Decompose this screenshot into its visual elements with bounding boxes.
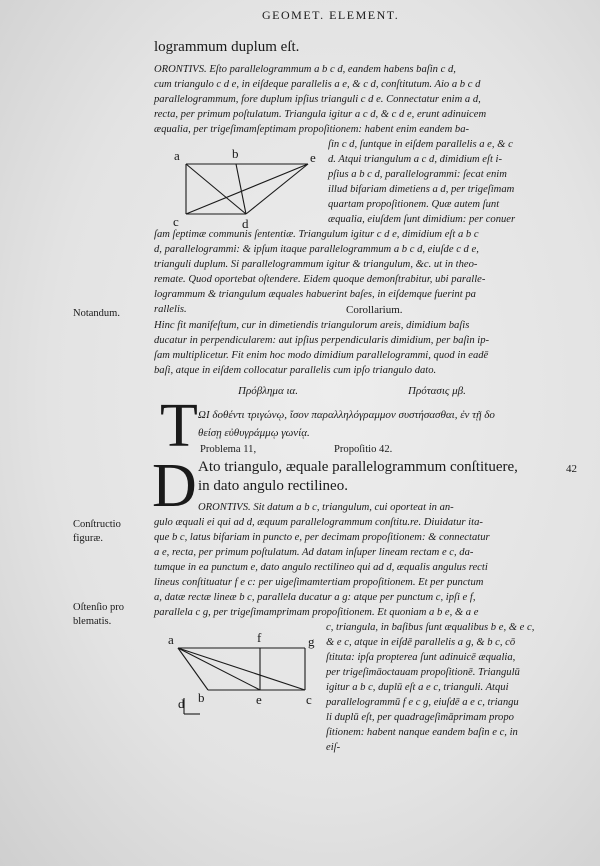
greek-proposition-label: Πρότασις μβ. bbox=[408, 385, 466, 397]
text-line: ducatur in perpendicularem: aut ipſius perpendicularis dimidium, per baſin ip- bbox=[154, 335, 490, 346]
text-line: rallelis. bbox=[154, 304, 187, 315]
text-line: per trigeſimāoctauam propoſitionē. Triangulū bbox=[326, 667, 520, 678]
margin-note: Notandum. bbox=[73, 308, 120, 319]
text-line: que b c, latus bifariam in puncto e, per decimam propoſitionem: & connectatur bbox=[154, 532, 490, 543]
problem-label: Problema 11, bbox=[200, 444, 257, 455]
text-line: c, triangula, in baſibus ſunt æqualibus b e, & e c, bbox=[326, 622, 535, 633]
point-label: d bbox=[178, 696, 185, 711]
page-number: 42 bbox=[566, 463, 577, 475]
line-ce bbox=[186, 164, 308, 214]
text-line: cum triangulo c d e, in eiſdeque parallelis a e, & c d, conſtitutum. Aio a b c d bbox=[154, 79, 481, 90]
text-line: æqualia, eiuſdem ſunt dimidium: per conuer bbox=[328, 214, 516, 225]
point-label: c bbox=[306, 692, 312, 707]
text-line: ORONTIVS. Sit datum a b c, triangulum, cui oporteat in an- bbox=[198, 502, 454, 513]
text-line: illud bifariam dimetiens a d, per trigeſimam bbox=[328, 184, 515, 195]
figure-construction bbox=[160, 628, 330, 738]
point-label: c bbox=[173, 214, 179, 229]
latin-drop-capital: D bbox=[152, 452, 197, 520]
point-label: f bbox=[257, 630, 262, 645]
text-line: gulo æquali ei qui ad d, æquum parallelogrammum conſtitu.re. Diuidatur ita- bbox=[154, 517, 483, 528]
greek-text-line: θείσῃ εὐθυγράμμῳ γωνίᾳ. bbox=[198, 427, 310, 439]
margin-note: blematis. bbox=[73, 616, 112, 627]
text-line: d. Atqui triangulum a c d, dimidium eſt i- bbox=[328, 154, 503, 165]
proposition-label: Propoſitio 42. bbox=[334, 444, 393, 455]
text-line: ſitionem: habent nanque eandem baſin e c, in bbox=[326, 727, 518, 738]
greek-problem-label: Πρόβλημα ια. bbox=[238, 385, 299, 397]
point-label: b bbox=[232, 146, 239, 161]
point-label: d bbox=[242, 216, 249, 231]
text-line: ſam multiplicetur. Fit enim hoc modo dimidium parallelogrammi, quod in eadē bbox=[154, 350, 489, 361]
text-line: parallela c g, per trigeſimamprimam propoſitionem. Et quoniam a b e, & a e bbox=[154, 607, 479, 618]
margin-note: Oſtenſio pro bbox=[73, 602, 125, 613]
text-line: remate. Quod oportebat oſtendere. Eidem quoque demonſtrabitur, ubi paralle- bbox=[154, 274, 486, 285]
line-ac bbox=[178, 648, 305, 690]
text-line: Hinc fit manifeſtum, cur in dimetiendis triangulorum areis, dimidium baſis bbox=[154, 320, 470, 331]
text-line: lineus conſtituatur f e c: per uigeſimamtertiam propoſitionem. Et per punctum bbox=[154, 577, 484, 588]
text-line: logrammum & triangulum æquales habuerint baſes, in eiſdemque fuerint pa bbox=[154, 289, 476, 300]
text-line: tumque in ea punctum e, dato angulo rectilineo qui ad d, æqualis angulus recti bbox=[154, 562, 488, 573]
margin-note: figuræ. bbox=[73, 533, 104, 544]
text-line: pſius a b c d, parallelogrammi: ſecat enim bbox=[328, 169, 507, 180]
text-line: & e c, atque in eiſdē parallelis a g, & b c, cō bbox=[326, 637, 516, 648]
line-ae bbox=[178, 648, 260, 690]
text-line: logrammum duplum eſt. bbox=[154, 39, 300, 55]
point-label: g bbox=[308, 634, 315, 649]
text-line: ORONTIVS. Eſto parallelogrammum a b c d, eandem habens baſin c d, bbox=[154, 64, 456, 75]
text-line: li duplū eſt, per quadrageſimāprimam propo bbox=[326, 712, 514, 723]
text-line: baſi, atque in eiſdem collocatur parallelis cum ipſo triangulo dato. bbox=[154, 365, 437, 376]
figure-parallelogram-triangle bbox=[168, 142, 328, 232]
text-line: quartam propoſitionem. Quæ autem ſunt bbox=[328, 199, 500, 210]
proposition-statement: in dato angulo rectilineo. bbox=[198, 478, 348, 494]
point-label: b bbox=[198, 690, 205, 705]
point-label: a bbox=[174, 148, 180, 163]
text-line: d, parallelogrammi: & ipſum itaque parallelogrammum a b c d, eiuſde c d e, bbox=[154, 244, 479, 255]
text-line: parallelogrammum, fore duplum ipſius trianguli c d e. Connectatur enim a d, bbox=[154, 94, 481, 105]
text-line: a e, recta, per primum poſtulatum. Ad datam inſuper lineam rectam e c, da- bbox=[154, 547, 474, 558]
greek-drop-capital: Τ bbox=[160, 392, 198, 460]
text-line: igitur a b c, duplū eſt a e c, trianguli. Atqui bbox=[326, 682, 509, 693]
point-label: e bbox=[256, 692, 262, 707]
text-line: recta, per primum poſtulatum. Triangula igitur a c d, & c d e, erunt adinuicem bbox=[154, 109, 487, 120]
greek-text-line: ΩΙ δοθέντι τριγώνῳ, ἴσον παραλληλόγραμμον συστήσασθαι, ἐν τῇ δο bbox=[198, 409, 495, 421]
text-line: ſtituta: ipſa propterea ſunt adinuicē æqualia, bbox=[326, 652, 516, 663]
margin-note: Conſtructio bbox=[73, 519, 121, 530]
line-de bbox=[246, 164, 308, 214]
text-line: trianguli duplum. Si parallelogrammum igitur & triangulum, &c. ut in theo- bbox=[154, 259, 478, 270]
text-line: ſam ſeptimæ communis ſententiæ. Triangulum igitur c d e, dimidium eſt a b c bbox=[154, 229, 479, 240]
text-line: a, datæ rectæ lineæ b c, parallela ducatur a g: atque per punctum c, ipſi e f, bbox=[154, 592, 476, 603]
point-label: e bbox=[310, 150, 316, 165]
proposition-statement: Ato triangulo, æquale parallelogrammum conſtituere, bbox=[198, 459, 518, 475]
text-line: parallelogrammū f e c g, eiuſdē a e c, triangu bbox=[326, 697, 519, 708]
text-line: eiſ- bbox=[326, 742, 341, 753]
corollary-heading: Corollarium. bbox=[346, 304, 403, 316]
text-line: ſin c d, ſuntque in eiſdem parallelis a e, & c bbox=[328, 139, 513, 150]
line-ab bbox=[178, 648, 208, 690]
point-label: a bbox=[168, 632, 174, 647]
text-line: æqualia, per trigeſimamſeptimam propoſitionem: habent enim eandem ba- bbox=[154, 124, 470, 135]
running-head: GEOMET. ELEMENT. bbox=[262, 8, 400, 22]
